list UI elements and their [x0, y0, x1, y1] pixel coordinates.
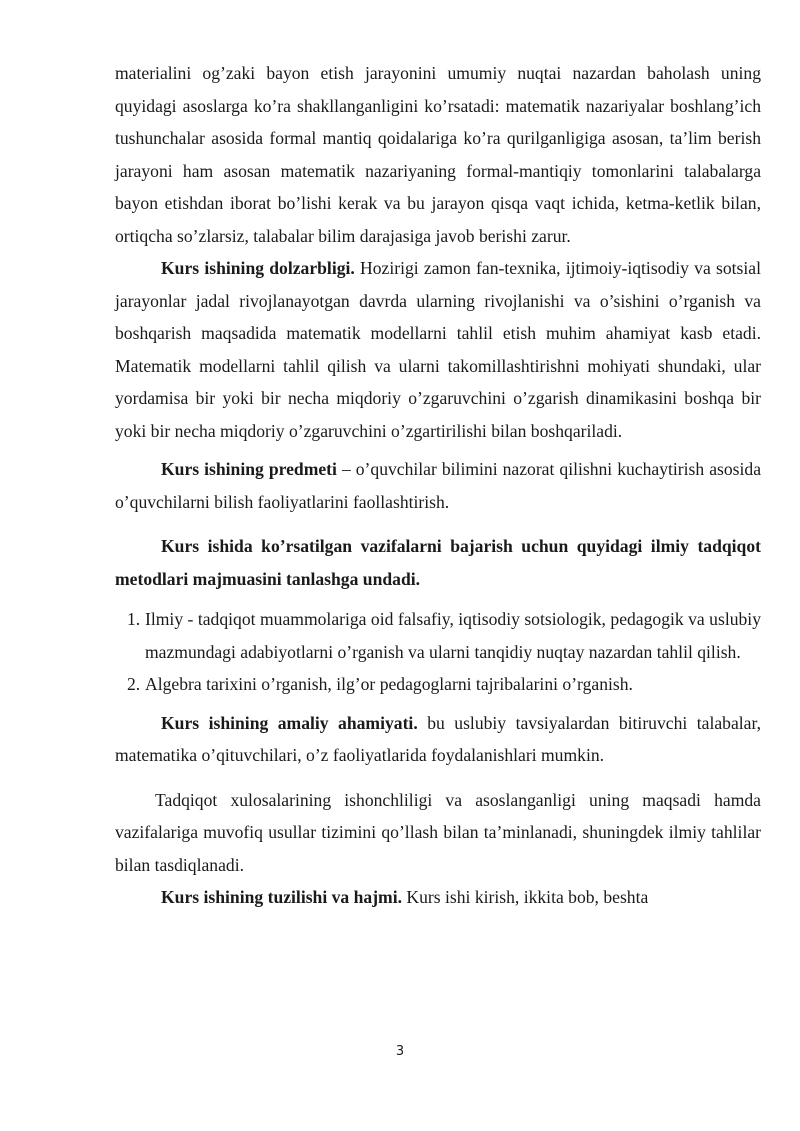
paragraph-relevance — [115, 252, 761, 447]
heading-methods: Kurs ishida ko’rsatilgan vazifalarni bajarish uchun quyidagi ilmiy tadqiqot metodlari majmuasini tanlashga undadi. — [115, 536, 761, 589]
heading-relevance: Kurs ishining dolzarbligi. — [161, 258, 355, 278]
list-item — [115, 603, 761, 668]
page-number: 3 — [395, 1044, 405, 1059]
paragraph-subject — [115, 453, 761, 518]
list-item — [115, 668, 761, 701]
list-item-text: Algebra tarixini o’rganish, ilg’or pedagoglarni tajribalarini o’rganish. — [145, 674, 633, 694]
list-item-text: Ilmiy - tadqiqot muammolariga oid falsafiy, iqtisodiy sotsiologik, pedagogik va uslubiy mazmundagi adabiyotlarni o’rganish va ularni tanqidiy nuqtay nazardan tahlil qilish. — [145, 609, 761, 662]
heading-subject: Kurs ishining predmeti — [161, 459, 337, 479]
paragraph-structure — [115, 881, 761, 914]
heading-structure: Kurs ishining tuzilishi va hajmi. — [161, 887, 402, 907]
document-page — [115, 57, 761, 914]
list-item-number: 2. — [127, 674, 141, 694]
heading-practical: Kurs ishining amaliy ahamiyati. — [161, 712, 418, 733]
paragraph-methods — [115, 530, 761, 595]
paragraph-reliability: Tadqiqot xulosalarining ishonchliligi va asoslanganligi uning maqsadi hamda vazifalariga muvofiq usullar tizimini qo’llash bilan ta’minlanadi, shuningdek ilmiy tahlilar bilan tasdiqlanadi. — [115, 789, 761, 875]
relevance-text: Hozirigi zamon fan-texnika, ijtimoiy-iqtisodiy va sotsial jarayonlar jadal rivojlanayotgan davrda ularning rivojlanishi va o’sishini o’rganish va boshqarish maqsadida matematik modellarni tahlil etish muhim ahamiyat kasb etadi. Matematik modellarni tahlil qilish va ularni takomillashtirishni mohiyati shundaki, ular yordamisa bir yoki bir necha miqdoriy o’zgaruvchini o’zgarish dinamikasini boshqa bir yoki bir necha miqdoriy o’zgaruvchini o’zgartirilishi bilan boshqariladi. — [115, 258, 761, 441]
paragraph-practical — [115, 707, 761, 772]
structure-text: Kurs ishi kirish, ikkita bob, beshta — [402, 887, 649, 907]
subject-text: – o’quvchilar bilimini nazorat qilishni kuchaytirish asosida o’quvchilarni bilish faoliyatlarini faollashtirish. — [115, 459, 761, 512]
paragraph-intro-continuation: materialini og’zaki bayon etish jarayonini umumiy nuqtai nazardan baholash uning quyidagi asoslarga ko’ra shakllanganligini ko’rsatadi: matematik nazariyalar boshlang’ich tushunchalar asosida formal mantiq qoidalariga ko’ra qurilganligiga asosan, ta’lim berish jarayoni ham asosan matematik nazariyaning formal-mantiqiy tomonlarini talabalarga bayon etishdan iborat bo’lishi kerak va bu jarayon qisqa vaqt ichida, ketma-ketlik bilan, ortiqcha so’zlarsiz, talabalar bilim darajasiga javob berishi zarur. — [115, 63, 761, 246]
practical-text: bu uslubiy tavsiyalardan bitiruvchi talabalar, matematika o’qituvchilari, o’z faoliyatlarida foydalanishlari mumkin. — [115, 712, 762, 765]
methods-list — [115, 603, 761, 701]
list-item-number: 1. — [127, 609, 141, 629]
